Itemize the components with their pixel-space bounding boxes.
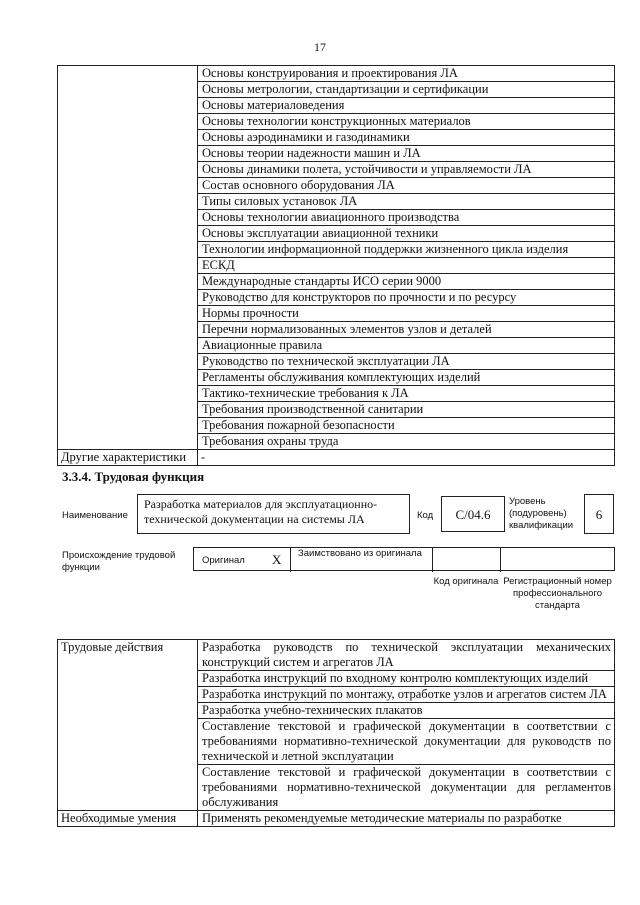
original-cell bbox=[194, 548, 291, 572]
knowledge-item: Состав основного оборудования ЛА bbox=[198, 178, 615, 194]
action-item: Разработка инструкций по входному контролю комплектующих изделий bbox=[198, 671, 615, 687]
knowledge-item: Основы аэродинамики и газодинамики bbox=[198, 130, 615, 146]
name-label: Наименование bbox=[62, 510, 128, 521]
section-title: 3.3.4. Трудовая функция bbox=[62, 469, 205, 484]
borrowed-label: Заимствовано из оригинала bbox=[298, 548, 422, 559]
original-label: Оригинал bbox=[202, 555, 245, 566]
reg-number-label: Регистрационный номер профессионального стандарта bbox=[503, 576, 612, 611]
knowledge-item: Требования охраны труда bbox=[198, 434, 615, 450]
knowledge-item: Основы динамики полета, устойчивости и управляемости ЛА bbox=[198, 162, 615, 178]
action-item: Разработка руководств по технической эксплуатации механических конструкций систем и агрегатов ЛА bbox=[198, 640, 615, 671]
knowledge-item: Основы теории надежности машин и ЛА bbox=[198, 146, 615, 162]
knowledge-item: Руководство для конструкторов по прочности и по ресурсу bbox=[198, 290, 615, 306]
borrowed-cell bbox=[291, 548, 433, 572]
knowledge-item: ЕСКД bbox=[198, 258, 615, 274]
knowledge-item: Требования пожарной безопасности bbox=[198, 418, 615, 434]
other-characteristics-row bbox=[58, 450, 615, 466]
knowledge-item: Тактико-технические требования к ЛА bbox=[198, 386, 615, 402]
code-label: Код bbox=[417, 510, 434, 521]
action-item: Составление текстовой и графической документации в соответствии с требованиями нормативно-технической документации для регламентов обслуживания bbox=[198, 765, 615, 811]
level-label: Уровень (подуровень) квалификации bbox=[509, 496, 574, 531]
knowledge-item: Перечни нормализованных элементов узлов и деталей bbox=[198, 322, 615, 338]
knowledge-label-cell bbox=[58, 66, 198, 450]
knowledge-item: Основы метрологии, стандартизации и сертификации bbox=[198, 82, 615, 98]
knowledge-item: Основы технологии конструкционных материалов bbox=[198, 114, 615, 130]
page-number: 17 bbox=[314, 40, 326, 54]
knowledge-item: Основы материаловедения bbox=[198, 98, 615, 114]
knowledge-item: Типы силовых установок ЛА bbox=[198, 194, 615, 210]
action-row bbox=[58, 640, 615, 671]
knowledge-item: Авиационные правила bbox=[198, 338, 615, 354]
knowledge-item: Международные стандарты ИСО серии 9000 bbox=[198, 274, 615, 290]
knowledge-row bbox=[58, 66, 615, 82]
other-characteristics-label: Другие характеристики bbox=[58, 450, 198, 466]
reg-number-cell bbox=[501, 548, 614, 572]
action-item: Составление текстовой и графической документации в соответствии с требованиями нормативно-технической документации для руководств по технической и летной эксплуатации bbox=[198, 719, 615, 765]
actions-label: Трудовые действия bbox=[58, 640, 198, 811]
code-original-label: Код оригинала bbox=[433, 576, 499, 587]
origin-row bbox=[193, 547, 615, 571]
skills-label: Необходимые умения bbox=[58, 811, 198, 827]
function-code-box: C/04.6 bbox=[441, 496, 505, 532]
knowledge-item: Основы технологии авиационного производства bbox=[198, 210, 615, 226]
knowledge-item: Основы конструирования и проектирования ЛА bbox=[198, 66, 615, 82]
knowledge-table bbox=[57, 65, 615, 466]
qualification-level-box: 6 bbox=[584, 494, 614, 534]
actions-table bbox=[57, 639, 615, 827]
original-mark: X bbox=[272, 552, 282, 567]
knowledge-item: Руководство по технической эксплуатации ЛА bbox=[198, 354, 615, 370]
knowledge-item: Нормы прочности bbox=[198, 306, 615, 322]
origin-label: Происхождение трудовой функции bbox=[62, 550, 176, 573]
skills-row bbox=[58, 811, 615, 827]
action-item: Разработка учебно-технических плакатов bbox=[198, 703, 615, 719]
action-item: Разработка инструкций по монтажу, отработке узлов и агрегатов систем ЛА bbox=[198, 687, 615, 703]
skills-item: Применять рекомендуемые методические материалы по разработке bbox=[198, 811, 615, 827]
other-characteristics-value: - bbox=[198, 450, 615, 466]
code-original-cell bbox=[433, 548, 501, 572]
function-name-box: Разработка материалов для эксплуатационно-технической документации на системы ЛА bbox=[137, 494, 410, 534]
knowledge-item: Технологии информационной поддержки жизненного цикла изделия bbox=[198, 242, 615, 258]
knowledge-item: Требования производственной санитарии bbox=[198, 402, 615, 418]
knowledge-item: Основы эксплуатации авиационной техники bbox=[198, 226, 615, 242]
knowledge-item: Регламенты обслуживания комплектующих изделий bbox=[198, 370, 615, 386]
